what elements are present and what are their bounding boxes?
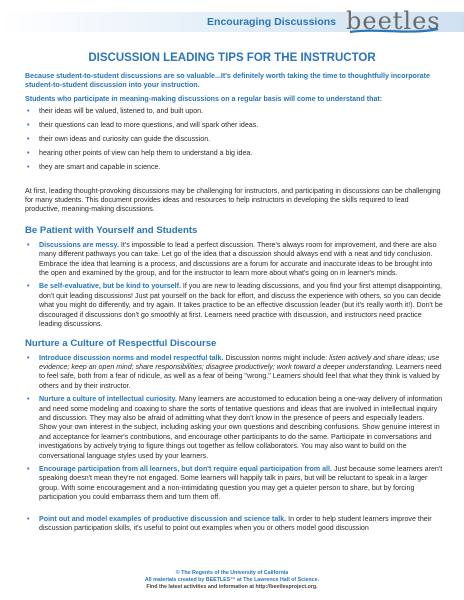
intro-paragraph: At first, leading thought-provoking discussions may be challenging for instructors, and participating in discussions can be challenging for many students. This document provides ideas and resources to help instructors in developing the skills required to lead productive, meaning-making discussions. bbox=[25, 186, 441, 214]
logo-text: beetles bbox=[346, 7, 441, 35]
culture-list bbox=[25, 354, 443, 534]
bullet-icon: • bbox=[27, 135, 30, 144]
lead-understand: Students who participate in meaning-making discussions on a regular basis will come to understand that: bbox=[25, 94, 383, 103]
list-item: • Be self-evaluative, but be kind to yourself. If you are new to leading discussions, and you find your first attempt disappointing, don't quit leading discussions! Just pat yourself on the back for effort, and discuss the experience with others, so you can decide what you might do differently, and try again. It takes practice to be an effective discussion leader (but it's really worth it!). Don't be discouraged if discussions don't go smoothly at first. Learners need practice with discussion, and instructors need practice leading discussions. bbox=[27, 282, 443, 329]
section-title: Encouraging Discussions bbox=[207, 16, 336, 28]
bullet-icon: • bbox=[27, 353, 30, 362]
list-item: • Point out and model examples of productive discussion and science talk. In order to help student learners improve their discussion participation skills, it's useful to point out examples when you or others model good discussion bbox=[27, 514, 432, 532]
bullet-icon: • bbox=[27, 240, 30, 249]
bullet-icon: • bbox=[27, 282, 30, 291]
understand-list bbox=[25, 107, 443, 172]
footer-link-text: Find the latest activities and information at http://beetlesproject.org. bbox=[146, 584, 318, 590]
bullet-icon: • bbox=[27, 464, 30, 473]
bullet-icon: • bbox=[27, 514, 30, 523]
footer bbox=[0, 570, 464, 591]
footer-copyright: © The Regents of the University of California bbox=[175, 570, 289, 576]
beetles-logo bbox=[346, 6, 444, 36]
patience-list bbox=[25, 241, 443, 330]
list-item: • Discussions are messy. It's impossible to lead a perfect discussion. There's always room for improvement, and there are also many different pathways you can take. Let go of the idea that a discussion should always end with a neat and tidy conclusion. Embrace the idea that learning is a process, and discussions are a forum for accurate and inaccurate ideas to be brought into the open and examined by the group, and for the instructor to learn more about what's going on in learner's minds. bbox=[27, 240, 437, 278]
bullet-icon: • bbox=[27, 107, 30, 116]
section-heading-culture: Nurture a Culture of Respectful Discourse bbox=[25, 337, 217, 349]
list-item: • Nurture a culture of intellectual curiosity. Many learners are accustomed to education being a one-way delivery of information and need some modeling and coaxing to share the sorts of tentative questions and ideas that are involved in intellectual inquiry and discussion. They may also be afraid of admitting what they don't know in the presence of peers and especially leaders. Show your own interest in the subject, including asking your own questions and describing confusions. Show genuine interest in and acceptance for learner's contributions, and encourage other participants to do the same. Participate in conversations and investigations by actively trying to figure things out together as fellow collaborators. You may also want to build on the conversational language styles used by your learners. bbox=[27, 395, 443, 460]
logo-swoosh-icon bbox=[348, 26, 440, 36]
bullet-icon: • bbox=[27, 121, 30, 130]
list-item: • Introduce discussion norms and model respectful talk. Discussion norms might include: listen actively and share ideas; use evidence; keep an open mind; share responsibilities; disagree productively; work toward a deeper understanding. Learners need to feel safe, both from a fear of ridicule, as well as a fear of being "wrong." Learners should feel that what they think is valued by others and by their instructor. bbox=[27, 353, 442, 390]
section-heading-patience: Be Patient with Yourself and Students bbox=[25, 224, 198, 236]
list-item: • their ideas will be valued, listened to, and built upon. bbox=[27, 107, 204, 116]
footer-credit: All materials created by BEETLES™ at The Lawrence Hall of Science. bbox=[144, 577, 320, 583]
lead-statement: Because student-to-student discussions are so valuable...It's definitely worth taking the time to thoughtfully incorporate student-to-student discussion into your instruction. bbox=[25, 72, 430, 90]
list-item: • their questions can lead to more questions, and will spark other ideas. bbox=[27, 121, 259, 130]
bullet-icon: • bbox=[27, 395, 30, 404]
page-title: DISCUSSION LEADING TIPS FOR THE INSTRUCTOR bbox=[88, 52, 376, 64]
list-item: • hearing other points of view can help them to understand a big idea. bbox=[27, 149, 253, 158]
list-item: • their own ideas and curiosity can guide the discussion. bbox=[27, 135, 211, 144]
list-item: • they are smart and capable in science. bbox=[27, 163, 161, 172]
list-item: • Encourage participation from all learners, but don't require equal participation from all. Just because some learners aren't speaking doesn't mean they're not engaged. Some learners will happily talk in pairs, but will be reluctant to speak in a larger group. With some encouragement and a non-intimidating question you may get a quieter person to share, but by forcing participation you could embarrass them and turn them off. bbox=[27, 464, 443, 502]
bullet-icon: • bbox=[27, 149, 30, 158]
document-body bbox=[25, 72, 443, 537]
bullet-icon: • bbox=[27, 163, 30, 172]
